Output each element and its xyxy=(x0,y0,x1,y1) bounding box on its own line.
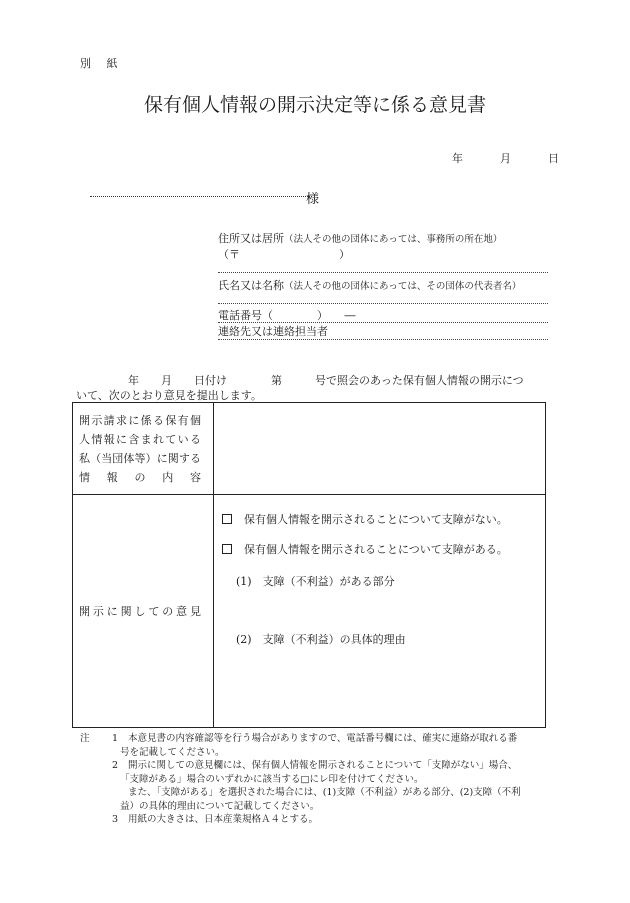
addressee-suffix: 様 xyxy=(306,192,320,207)
addressee-line[interactable] xyxy=(90,196,312,197)
checkbox-objection[interactable] xyxy=(222,544,232,554)
opinion-table xyxy=(72,402,546,728)
address-dotted-line xyxy=(218,272,548,273)
contact-dotted-line xyxy=(218,339,548,340)
checkbox-no-objection[interactable] xyxy=(222,514,232,524)
opinion-label: 開示に関しての意見 xyxy=(73,495,214,728)
objection-part-label: (1) 支障（不利益）がある部分 xyxy=(236,575,395,588)
objection-reason-label: (2) 支障（不利益）の具体的理由 xyxy=(236,633,406,646)
address-label: 住所又は居所（法人その他の団体にあっては、事務所の所在地） xyxy=(218,232,503,245)
opinion-field xyxy=(214,495,546,728)
date-day: 日 xyxy=(548,152,559,165)
contact-field[interactable]: 連絡先又は連絡担当者 xyxy=(218,325,328,338)
option-no-objection[interactable]: 保有個人情報を開示されることについて支障がない。 xyxy=(222,511,508,527)
date-year: 年 xyxy=(452,152,463,165)
info-content-label: 開示請求に係る保有個 人情報に含まれている 私（当団体等）に関する 情 報 の 内 容 xyxy=(73,403,214,495)
intro-line-1: 年 月 日付け 第 号で照会のあった保有個人情報の開示につ xyxy=(128,374,524,387)
document-title: 保有個人情報の開示決定等に係る意見書 xyxy=(143,94,486,116)
option-objection[interactable]: 保有個人情報を開示されることについて支障がある。 xyxy=(222,541,508,557)
info-content-field[interactable] xyxy=(214,403,546,495)
intro-line-2: いて、次のとおり意見を提出します。 xyxy=(76,389,262,402)
phone-field[interactable]: 電話番号（ ） ― xyxy=(218,309,356,322)
postal-code-field[interactable]: （〒 ） xyxy=(218,248,350,261)
notes-section: 注 1 本意見書の内容確認等を行う場合がありますので、電話番号欄には、確実に連絡が取れる番 号を記載してください。 2 開示に関しての意見欄には、保有個人情報を開示されることについて「支障がない」場合、 「支障がある」場合のいずれかに該当する□にレ印を付けてください。 また、「支障がある」を選択された場合には、(1)支障（不利益）がある部分、(2)支障（不利 益）の具体的理由について記載してください。 3 用紙の大きさは、日本産業規格Ａ４とする。 xyxy=(80,733,521,825)
date-field xyxy=(452,150,559,166)
name-dotted-line xyxy=(218,303,548,304)
date-month: 月 xyxy=(500,152,511,165)
name-label: 氏名又は名称（法人その他の団体にあっては、その団体の代表者名） xyxy=(218,279,522,292)
annex-label: 別 紙 xyxy=(80,57,124,70)
